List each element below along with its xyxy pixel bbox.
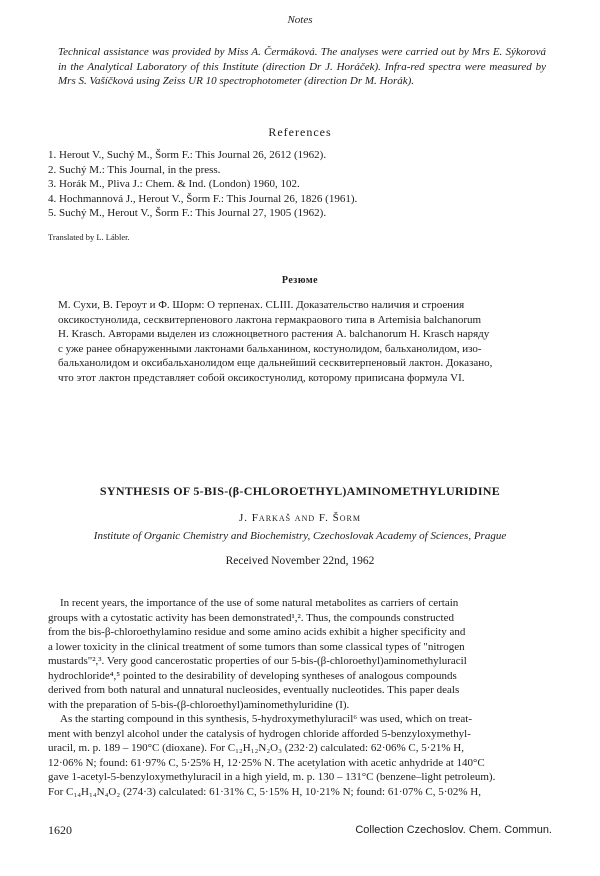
body-line: derived from both natural and unnatural nucleosides, eventually nucleotides. This paper deals bbox=[48, 684, 460, 696]
reference-item: 2. Suchý M.: This Journal, in the press. bbox=[48, 163, 221, 176]
received-date: Received November 22nd, 1962 bbox=[225, 555, 375, 567]
body-line: mustards"²,³. Very good cancerostatic properties of our 5-bis-(β-chloroethyl)aminomethyluracil bbox=[48, 655, 467, 667]
translator-note: Translated by L. Lábler. bbox=[48, 232, 130, 242]
body-line: from the bis-β-chloroethylamino residue and some amino acids exhibit a higher specificity and bbox=[48, 626, 466, 638]
reference-item: 1. Herout V., Suchý M., Šorm F.: This Journal 26, 2612 (1962). bbox=[48, 149, 327, 161]
summary-line: что этот лактон представляет собой оксикостунолид, которому приписана формула VI. bbox=[58, 371, 465, 384]
journal-name: Collection Czechoslov. Chem. Commun. bbox=[355, 824, 552, 836]
body-line: As the starting compound in this synthesis, 5-hydroxymethyluracil⁶ was used, which on treat- bbox=[60, 713, 472, 725]
reference-item: 5. Suchý M., Herout V., Šorm F.: This Journal 27, 1905 (1962). bbox=[48, 207, 327, 219]
summary-line: бальханолидом и оксибальханолидом еще дальнейший сесквитерпеновый лактон. Доказано, bbox=[58, 357, 493, 369]
article-title: SYNTHESIS OF 5-BIS-(β-CHLOROETHYL)AMINOMETHYLURIDINE bbox=[99, 484, 501, 498]
body-line: a lower toxicity in the clinical treatment of some tumors than some classical types of "nitrogen bbox=[48, 640, 465, 653]
article-institute: Institute of Organic Chemistry and Biochemistry, Czechoslovak Academy of Sciences, Prague bbox=[93, 530, 507, 542]
resume-heading: Резюме bbox=[281, 275, 319, 286]
article-authors bbox=[0, 512, 600, 524]
body-line: hydrochloride⁴,⁵ pointed to the desirability of developing syntheses of analogous compounds bbox=[48, 669, 457, 682]
article-body bbox=[48, 596, 552, 799]
summary-line: с уже ранее обнаруженными лактонами бальханином, костунолидом, бальханолидом, изо- bbox=[58, 342, 482, 355]
body-line: 12·06% N; found: 61·97% C, 5·25% H, 12·25% N. The acetylation with acetic anhydride at 140°C bbox=[48, 756, 485, 769]
reference-item: 4. Hochmannová J., Herout V., Šorm F.: This Journal 26, 1826 (1961). bbox=[48, 192, 358, 205]
body-line: For C₁₄H₁₄N₄O₂ (274·3) calculated: 61·31% C, 5·15% H, 10·21% N; found: 61·07% C, 5·02% H, bbox=[48, 785, 481, 798]
author-names: J. Farkaš and F. Šorm bbox=[239, 512, 361, 524]
body-line: ment with benzyl alcohol under the catalysis of hydrogen chloride afforded 5-benzyloxymethyl- bbox=[48, 727, 471, 740]
reference-list bbox=[48, 148, 548, 221]
body-line: with the preparation of 5-bis-(β-chloroethyl)aminomethyluridine (I). bbox=[48, 698, 350, 711]
references-heading: References bbox=[268, 125, 332, 139]
summary-line: H. Krasch. Авторами выделен из сложноцветного растения A. balchanorum H. Krasch наряду bbox=[58, 328, 490, 340]
body-line: In recent years, the importance of the use of some natural metabolites as carriers of certain bbox=[60, 597, 459, 609]
body-line: uracil, m. p. 189 – 190°C (dioxane). For C₁₂H₁₂N₂O₃ (232·2) calculated: 62·06% C, 5·21% H, bbox=[48, 742, 464, 754]
summary-line: М. Сухи, В. Героут и Ф. Шорм: О терпенах. CLIII. Доказательство наличия и строения bbox=[58, 299, 465, 311]
running-head: Notes bbox=[287, 14, 313, 26]
body-line: groups with a cytostatic activity has been demonstrated¹,². Thus, the compounds constructed bbox=[48, 611, 454, 624]
body-line: gave 1-acetyl-5-benzyloxymethyluracil in a high yield, m. p. 130 – 131°C (benzene–light petroleum). bbox=[48, 771, 496, 783]
acknowledgement-paragraph: Technical assistance was provided by Miss A. Čermáková. The analyses were carried out by Mrs E. Sýkorová in the Analytical Laboratory of this Institute (direction Dr J. Horáček). Infra-red spectra were measured by Mrs S. Vašíčková using Zeiss UR 10 spectrophotometer (direction Dr M. Horák). bbox=[58, 46, 546, 87]
page-number: 1620 bbox=[48, 823, 72, 837]
reference-item: 3. Horák M., Pliva J.: Chem. & Ind. (London) 1960, 102. bbox=[48, 178, 300, 190]
summary-line: оксикостунолида, сесквитерпенового лактона гермакраового типа в Artemisia balchanorum bbox=[58, 313, 482, 326]
russian-summary bbox=[58, 298, 546, 385]
